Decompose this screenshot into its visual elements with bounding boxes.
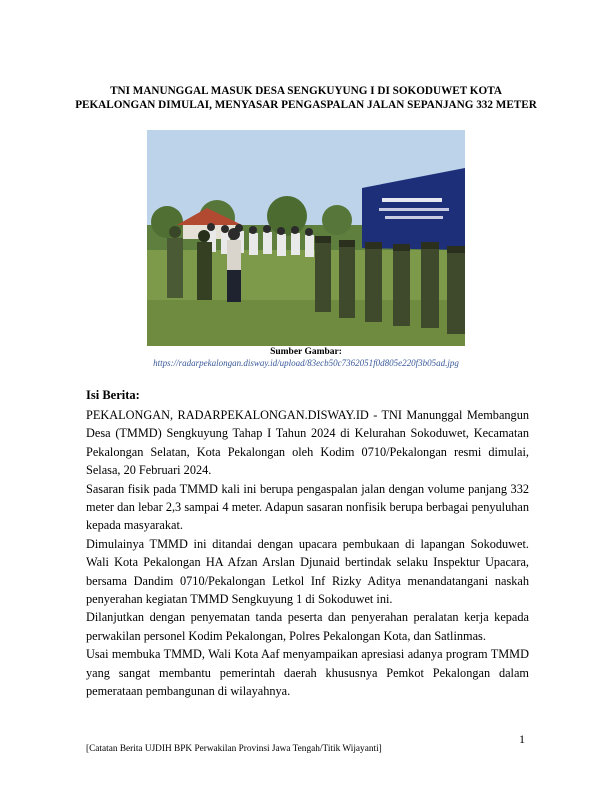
photo-caption-label: Sumber Gambar: bbox=[270, 347, 342, 357]
news-photo bbox=[147, 130, 465, 346]
article-body bbox=[86, 406, 529, 701]
footer-note: [Catatan Berita UJDIH BPK Perwakilan Provinsi Jawa Tengah/Titik Wijayanti] bbox=[86, 744, 382, 754]
paragraph: Dimulainya TMMD ini ditandai dengan upacara pembukaan di lapangan Sokoduwet. Wali Kota Pekalongan HA Afzan Arslan Djunaid bertindak selaku Inspektur Upacara, bersama Dandim 0710/Pekalongan Letkol Inf Rizky Aditya menandatangani naskah penyerahan kegiatan TMMD Sengkuyung 1 di Sokoduwet ini. bbox=[86, 536, 529, 607]
photo-source-link[interactable]: https://radarpekalongan.disway.id/upload/83ecb50c7362051f0d805e220f3b05ad.jpg bbox=[153, 358, 459, 368]
paragraph: Dilanjutkan dengan penyematan tanda peserta dan penyerahan peralatan kerja kepada perwakilan personel Kodim Pekalongan, Polres Pekalongan Kota, dan Satlinmas. bbox=[86, 610, 529, 643]
paragraph: Usai membuka TMMD, Wali Kota Aaf menyampaikan apresiasi adanya program TMMD yang sangat membantu pemerintah daerah khususnya Pemkot Pekalongan dalam pemerataan pembangunan di wilayahnya. bbox=[86, 647, 529, 699]
page-number: 1 bbox=[519, 732, 525, 746]
ceremony-photo-illustration bbox=[147, 130, 465, 346]
section-heading: Isi Berita: bbox=[86, 388, 140, 402]
paragraph: Sasaran fisik pada TMMD kali ini berupa pengaspalan jalan dengan volume panjang 332 meter dan lebar 2,3 sampai 4 meter. Adapun sasaran nonfisik berupa berbagai penyuluhan kepada masyarakat. bbox=[86, 481, 529, 533]
paragraph: PEKALONGAN, RADARPEKALONGAN.DISWAY.ID - TNI Manunggal Membangun Desa (TMMD) Sengkuyung Tahap I Tahun 2024 di Kelurahan Sokoduwet, Kecamatan Pekalongan Selatan, Kota Pekalongan oleh Kodim 0710/Pekalongan resmi dimulai, Selasa, 20 Februari 2024. bbox=[86, 408, 529, 478]
article-title: TNI MANUNGGAL MASUK DESA SENGKUYUNG I DI SOKODUWET KOTA PEKALONGAN DIMULAI, MENYASAR PENGASPALAN JALAN SEPANJANG 332 METER bbox=[75, 85, 537, 111]
